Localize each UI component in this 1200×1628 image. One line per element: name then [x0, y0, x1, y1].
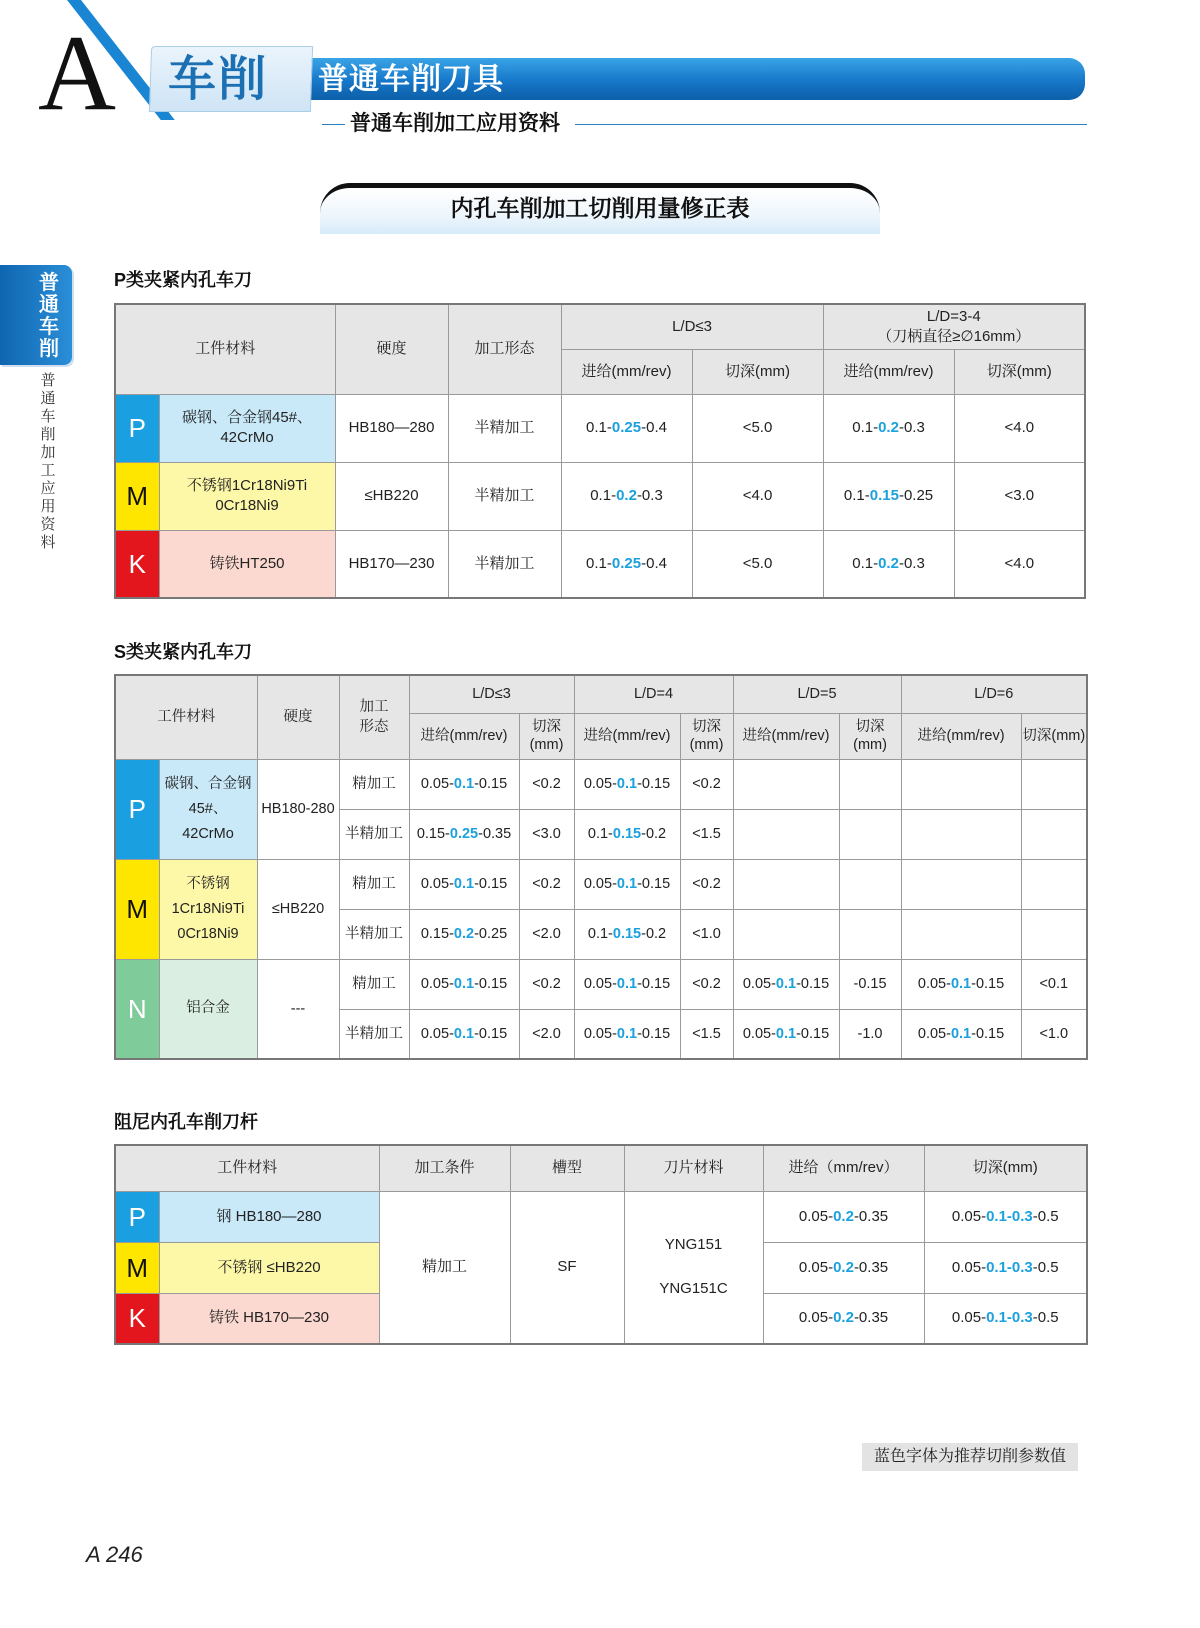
- feed-cell: [574, 859, 680, 909]
- feed-recommended: 0.1: [775, 1025, 797, 1042]
- legend-note: 蓝色字体为推荐切削参数值: [862, 1443, 1078, 1471]
- depth-cell: <1.5: [680, 809, 733, 859]
- depth-cell: <5.0: [692, 530, 823, 598]
- feed-min: 0.1-: [586, 554, 612, 572]
- feed-recommended: 0.2: [878, 554, 899, 572]
- form-cell: 半精加工: [339, 809, 409, 859]
- side-tab[interactable]: [0, 265, 72, 365]
- feed-cell: [823, 530, 954, 598]
- feed-recommended: 0.15: [612, 926, 642, 942]
- feed-recommended: 0.2: [878, 419, 899, 436]
- feed-cell: [574, 759, 680, 809]
- depth-cell: [1021, 909, 1087, 959]
- feed-recommended: 0.1: [453, 976, 475, 992]
- feed-min: 0.15-: [416, 826, 450, 842]
- side-tab-label: 普通车削: [39, 272, 59, 360]
- feed-cell: [561, 462, 692, 530]
- main-title: 内孔车削加工切削用量修正表: [450, 195, 750, 221]
- col-group-ld34-line2: （刀柄直径≥∅16mm）: [877, 327, 1031, 345]
- col-header-hardness: 硬度: [335, 304, 448, 394]
- feed-max: -0.15: [637, 876, 671, 892]
- material-badge-p: P: [115, 394, 159, 462]
- feed-cell: [733, 959, 839, 1009]
- col-header-feed: 进给(mm/rev): [901, 713, 1021, 759]
- feed-recommended: 0.2: [833, 1207, 854, 1225]
- form-cell: 半精加工: [448, 462, 561, 530]
- feed-min: 0.15-: [420, 926, 454, 942]
- feed-min: 0.1-: [590, 487, 617, 504]
- depth-cell: [924, 1293, 1087, 1344]
- material-badge-k: K: [115, 1293, 159, 1344]
- feed-min: 0.1-: [852, 419, 879, 436]
- material-cell: 碳钢、合金钢45#、42CrMo: [159, 394, 335, 462]
- category-label: 车削: [168, 53, 269, 106]
- col-header-depth: 切深(mm): [1021, 713, 1087, 759]
- feed-min: 0.1-: [586, 419, 612, 436]
- col-group-ld3: L/D≤3: [409, 675, 574, 713]
- depth-cell: <1.5: [680, 1009, 733, 1059]
- feed-min: 0.05-: [742, 1025, 776, 1042]
- chapter-letter: A: [38, 14, 116, 133]
- feed-recommended: 0.15: [869, 487, 899, 504]
- col-header-form: [339, 675, 409, 759]
- hardness-cell: HB180-280: [257, 759, 339, 859]
- feed-min: 0.05-: [742, 976, 776, 992]
- table-damped-bar: [114, 1144, 1088, 1345]
- form-cell: 半精加工: [339, 909, 409, 959]
- feed-recommended: 0.25: [449, 826, 479, 842]
- table-row: [115, 859, 1087, 909]
- feed-recommended: 0.1: [453, 876, 475, 892]
- feed-max: -0.4: [641, 419, 667, 436]
- feed-recommended: 0.15: [612, 826, 642, 842]
- material-cell: 铸铁 HB170—230: [159, 1293, 379, 1344]
- feed-max: -0.35: [853, 1258, 889, 1276]
- feed-cell: [409, 909, 519, 959]
- feed-max: -0.15: [637, 1025, 671, 1042]
- depth-cell: [1021, 859, 1087, 909]
- hardness-cell: ---: [257, 959, 339, 1059]
- feed-min: 0.05-: [420, 976, 454, 992]
- col-header-depth: 切深(mm): [839, 713, 901, 759]
- material-badge-p: P: [115, 759, 159, 859]
- feed-max: -0.25: [474, 926, 508, 942]
- depth-cell: [1021, 809, 1087, 859]
- feed-min: 0.05-: [917, 976, 951, 992]
- depth-recommended: 0.1-0.3: [986, 1309, 1033, 1327]
- col-header-feed: 进给(mm/rev): [574, 713, 680, 759]
- depth-min: 0.05-: [951, 1207, 987, 1225]
- feed-cell: [733, 909, 839, 959]
- table-row: [115, 1191, 1087, 1242]
- feed-min: 0.05-: [583, 1025, 617, 1042]
- insert-cell: [624, 1191, 763, 1344]
- feed-cell: [409, 1009, 519, 1059]
- feed-min: 0.05-: [583, 876, 617, 892]
- form-cell: 半精加工: [448, 394, 561, 462]
- section2-title: S类夹紧内孔车刀: [114, 642, 253, 662]
- form-cell: 半精加工: [339, 1009, 409, 1059]
- feed-recommended: 0.1: [616, 976, 638, 992]
- depth-cell: [1021, 759, 1087, 809]
- feed-cell: [561, 530, 692, 598]
- form-cell: 半精加工: [448, 530, 561, 598]
- feed-cell: [901, 1009, 1021, 1059]
- feed-cell: [574, 909, 680, 959]
- feed-cell: [409, 859, 519, 909]
- material-badge-m: M: [115, 462, 159, 530]
- feed-recommended: 0.25: [611, 554, 642, 572]
- feed-max: -0.15: [971, 1025, 1005, 1042]
- feed-cell: [901, 959, 1021, 1009]
- col-header-hardness: 硬度: [257, 675, 339, 759]
- feed-min: 0.05-: [798, 1258, 834, 1276]
- depth-min: 0.05-: [951, 1258, 987, 1276]
- depth-cell: [924, 1191, 1087, 1242]
- col-header-depth: 切深(mm): [519, 713, 574, 759]
- depth-min: 0.05-: [951, 1309, 987, 1327]
- col-header-insert: 刀片材料: [624, 1145, 763, 1191]
- feed-recommended: 0.1: [453, 776, 475, 792]
- material-badge-m: M: [115, 1242, 159, 1293]
- depth-cell: <0.2: [519, 759, 574, 809]
- depth-cell: <0.1: [1021, 959, 1087, 1009]
- depth-cell: <1.0: [680, 909, 733, 959]
- page-subtitle: 普通车削加工应用资料: [350, 112, 560, 135]
- col-header-form: 加工形态: [448, 304, 561, 394]
- material-badge-n: N: [115, 959, 159, 1059]
- feed-recommended: 0.25: [611, 419, 642, 436]
- depth-cell: <2.0: [519, 1009, 574, 1059]
- feed-min: 0.05-: [583, 976, 617, 992]
- feed-max: -0.15: [474, 1025, 508, 1042]
- feed-min: 0.05-: [798, 1207, 834, 1225]
- table-row: [115, 530, 1085, 598]
- feed-min: 0.1-: [587, 926, 613, 942]
- band-title: 普通车削刀具: [318, 63, 504, 96]
- table-row: [115, 394, 1085, 462]
- feed-recommended: 0.1: [616, 876, 638, 892]
- feed-recommended: 0.1: [775, 976, 797, 992]
- feed-max: -0.3: [898, 554, 925, 572]
- col-header-feed: 进给(mm/rev): [823, 349, 954, 394]
- col-header-condition: 加工条件: [379, 1145, 510, 1191]
- hardness-cell: HB170—230: [335, 530, 448, 598]
- feed-cell: [409, 809, 519, 859]
- depth-cell: <4.0: [954, 530, 1085, 598]
- feed-cell: [823, 394, 954, 462]
- feed-recommended: 0.1: [453, 1025, 475, 1042]
- feed-max: -0.15: [796, 1025, 830, 1042]
- material-cell: 不锈钢1Cr18Ni9Ti 0Cr18Ni9: [159, 859, 257, 959]
- feed-min: 0.1-: [587, 826, 613, 842]
- col-header-depth: 切深(mm): [954, 349, 1085, 394]
- feed-cell: [733, 859, 839, 909]
- feed-max: -0.3: [898, 419, 925, 436]
- col-header-feed: 进给(mm/rev): [561, 349, 692, 394]
- depth-cell: <3.0: [954, 462, 1085, 530]
- depth-cell: <4.0: [954, 394, 1085, 462]
- depth-cell: <4.0: [692, 462, 823, 530]
- col-header-feed: 进给(mm/rev): [733, 713, 839, 759]
- feed-max: -0.35: [478, 826, 512, 842]
- feed-max: -0.15: [637, 976, 671, 992]
- depth-cell: <0.2: [680, 959, 733, 1009]
- form-cell: 精加工: [339, 959, 409, 1009]
- col-header-depth: 切深(mm): [924, 1145, 1087, 1191]
- feed-cell: [733, 759, 839, 809]
- feed-min: 0.05-: [917, 1025, 951, 1042]
- feed-cell: [574, 1009, 680, 1059]
- material-cell: 铸铁HT250: [159, 530, 335, 598]
- feed-recommended: 0.2: [453, 926, 475, 942]
- depth-cell: <0.2: [519, 959, 574, 1009]
- feed-cell: [409, 759, 519, 809]
- material-cell: 铝合金: [159, 959, 257, 1059]
- col-header-form-text: 加工形态: [359, 699, 389, 736]
- col-group-ld4: L/D=4: [574, 675, 733, 713]
- depth-cell: [839, 809, 901, 859]
- depth-cell: -0.15: [839, 959, 901, 1009]
- feed-recommended: 0.1: [616, 1025, 638, 1042]
- depth-cell: [839, 909, 901, 959]
- col-header-material: 工件材料: [115, 304, 335, 394]
- feed-min: 0.1-: [852, 554, 879, 572]
- feed-cell: [901, 859, 1021, 909]
- depth-cell: <3.0: [519, 809, 574, 859]
- col-header-feed: 进给（mm/rev）: [763, 1145, 924, 1191]
- feed-min: 0.1-: [843, 487, 870, 504]
- insert-grade-2: YNG151C: [659, 1280, 728, 1298]
- feed-cell: [574, 959, 680, 1009]
- form-cell: 精加工: [339, 859, 409, 909]
- feed-max: -0.15: [474, 876, 508, 892]
- table-row: [115, 959, 1087, 1009]
- feed-recommended: 0.2: [833, 1258, 854, 1276]
- feed-max: -0.4: [641, 554, 667, 572]
- feed-recommended: 0.2: [616, 487, 637, 504]
- feed-cell: [901, 759, 1021, 809]
- depth-max: -0.5: [1032, 1258, 1059, 1276]
- feed-max: -0.3: [636, 487, 663, 504]
- feed-cell: [561, 394, 692, 462]
- feed-cell: [823, 462, 954, 530]
- depth-max: -0.5: [1032, 1309, 1059, 1327]
- table-row: [115, 759, 1087, 809]
- col-header-depth: 切深(mm): [680, 713, 733, 759]
- feed-recommended: 0.1: [950, 976, 972, 992]
- feed-min: 0.05-: [420, 776, 454, 792]
- col-group-ld34-line1: L/D=3-4: [926, 307, 981, 325]
- hardness-cell: HB180—280: [335, 394, 448, 462]
- form-cell: 精加工: [339, 759, 409, 809]
- table-row: [115, 462, 1085, 530]
- feed-max: -0.15: [474, 976, 508, 992]
- feed-max: -0.15: [796, 976, 830, 992]
- col-header-material: 工件材料: [115, 1145, 379, 1191]
- depth-cell: -1.0: [839, 1009, 901, 1059]
- material-badge-p: P: [115, 1191, 159, 1242]
- depth-cell: <5.0: [692, 394, 823, 462]
- col-group-ld6: L/D=6: [901, 675, 1087, 713]
- feed-max: -0.15: [971, 976, 1005, 992]
- groove-cell: SF: [510, 1191, 624, 1344]
- col-header-material: 工件材料: [115, 675, 257, 759]
- table-p-type: [114, 303, 1086, 599]
- feed-cell: [409, 959, 519, 1009]
- feed-cell: [763, 1242, 924, 1293]
- feed-recommended: 0.1: [950, 1025, 972, 1042]
- col-group-ld34: [823, 304, 1085, 349]
- table-s-type: [114, 674, 1088, 1060]
- feed-max: -0.2: [641, 926, 667, 942]
- feed-max: -0.2: [641, 826, 667, 842]
- material-cell: 碳钢、合金钢45#、42CrMo: [159, 759, 257, 859]
- feed-recommended: 0.2: [833, 1309, 854, 1327]
- hardness-cell: ≤HB220: [335, 462, 448, 530]
- section1-title: P类夹紧内孔车刀: [114, 270, 253, 290]
- depth-max: -0.5: [1032, 1207, 1059, 1225]
- depth-cell: <2.0: [519, 909, 574, 959]
- depth-cell: [839, 759, 901, 809]
- feed-cell: [733, 809, 839, 859]
- feed-max: -0.35: [853, 1207, 889, 1225]
- depth-cell: [924, 1242, 1087, 1293]
- feed-cell: [763, 1293, 924, 1344]
- material-badge-k: K: [115, 530, 159, 598]
- depth-cell: <0.2: [680, 759, 733, 809]
- page-number: A 246: [86, 1542, 143, 1567]
- depth-cell: <1.0: [1021, 1009, 1087, 1059]
- feed-max: -0.35: [853, 1309, 889, 1327]
- feed-min: 0.05-: [420, 876, 454, 892]
- col-header-groove: 槽型: [510, 1145, 624, 1191]
- feed-max: -0.15: [474, 776, 508, 792]
- feed-min: 0.05-: [583, 776, 617, 792]
- depth-cell: <0.2: [519, 859, 574, 909]
- feed-cell: [901, 909, 1021, 959]
- insert-grade-1: YNG151: [664, 1236, 723, 1254]
- section3-title: 阻尼内孔车削刀杆: [114, 1112, 258, 1132]
- feed-min: 0.05-: [420, 1025, 454, 1042]
- feed-cell: [733, 1009, 839, 1059]
- feed-cell: [901, 809, 1021, 859]
- depth-recommended: 0.1-0.3: [986, 1258, 1033, 1276]
- feed-cell: [574, 809, 680, 859]
- feed-max: -0.25: [898, 487, 934, 504]
- material-cell: 不锈钢1Cr18Ni9Ti 0Cr18Ni9: [159, 462, 335, 530]
- col-header-depth: 切深(mm): [692, 349, 823, 394]
- hardness-cell: ≤HB220: [257, 859, 339, 959]
- material-badge-m: M: [115, 859, 159, 959]
- feed-cell: [763, 1191, 924, 1242]
- material-cell: 钢 HB180—280: [159, 1191, 379, 1242]
- feed-max: -0.15: [637, 776, 671, 792]
- depth-recommended: 0.1-0.3: [986, 1207, 1033, 1225]
- condition-cell: 精加工: [379, 1191, 510, 1344]
- side-tab-sub-label: 普通车削加工应用资料: [40, 372, 56, 551]
- material-cell: 不锈钢 ≤HB220: [159, 1242, 379, 1293]
- col-header-feed: 进给(mm/rev): [409, 713, 519, 759]
- col-group-ld5: L/D=5: [733, 675, 901, 713]
- depth-cell: <0.2: [680, 859, 733, 909]
- depth-cell: [839, 859, 901, 909]
- feed-recommended: 0.1: [616, 776, 638, 792]
- col-group-ld3: L/D≤3: [561, 304, 823, 349]
- feed-min: 0.05-: [798, 1309, 834, 1327]
